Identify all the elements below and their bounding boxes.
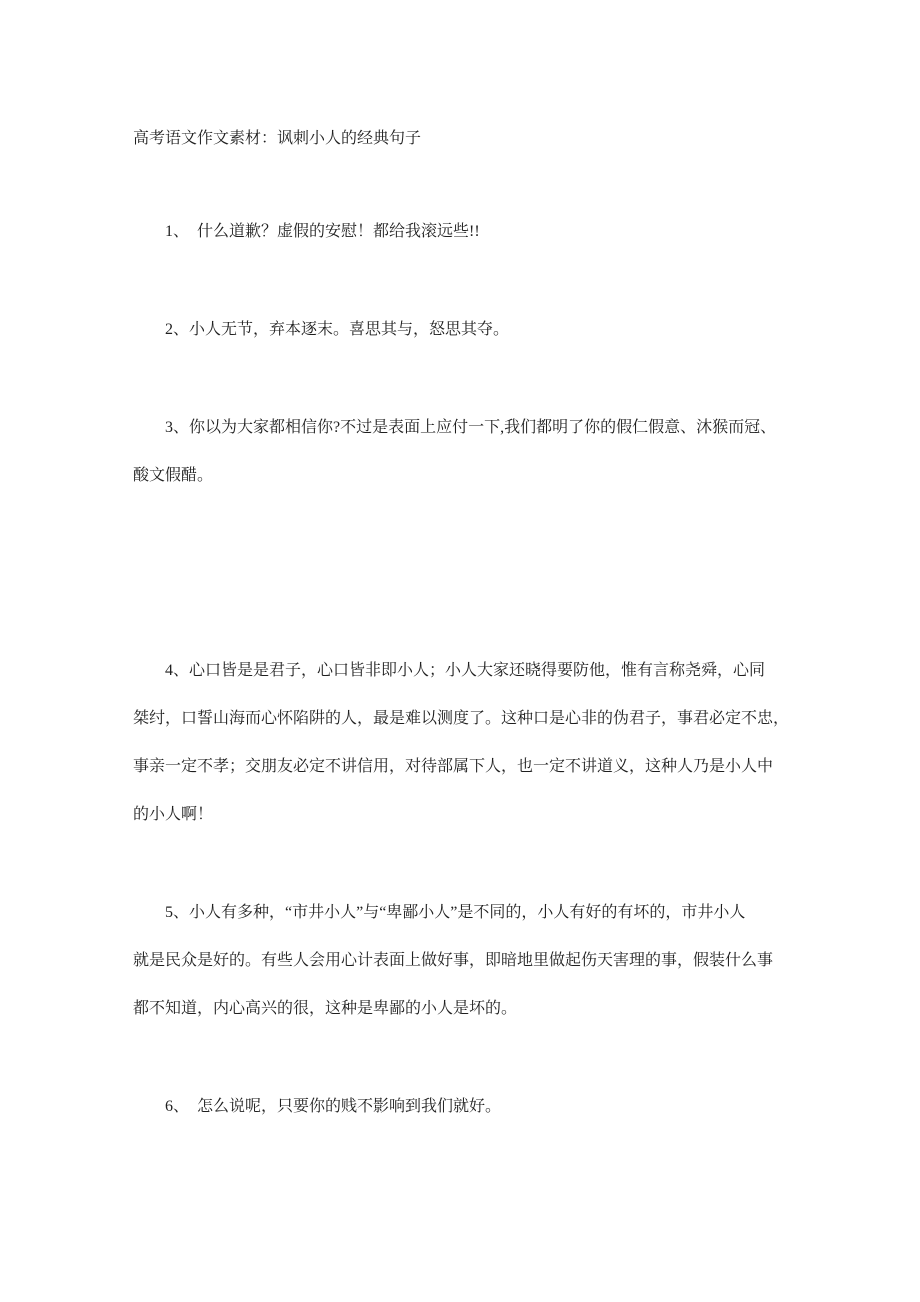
text-line: 都不知道，内心高兴的很，这种是卑鄙的小人是坏的。 [133,1000,518,1017]
text-line: 1、 什么道歉？虚假的安慰！都给我滚远些!! [165,223,480,240]
text-line: 桀纣，口誓山海而心怀陷阱的人，最是难以测度了。这种口是心非的伪君子，事君必定不忠， [133,710,790,727]
text-line: 4、心口皆是是君子，心口皆非即小人；小人大家还晓得要防他，惟有言称尧舜，心同 [165,662,766,679]
paragraph [133,889,787,1033]
paragraph [133,208,787,256]
paragraph [133,647,790,839]
text-line: 2、小人无节，弃本逐末。喜思其与，怒思其夺。 [165,321,510,338]
paragraph [133,404,787,500]
text-line: 事亲一定不孝；交朋友必定不讲信用，对待部属下人，也一定不讲道义，这种人乃是小人中 [133,758,774,775]
document-title: 高考语文作文素材：讽刺小人的经典句子 [133,130,422,147]
text-line: 的小人啊！ [133,806,214,823]
document-body [133,208,790,1131]
paragraph [133,306,787,354]
paragraph [133,1083,787,1131]
text-line: 6、 怎么说呢，只要你的贱不影响到我们就好。 [165,1098,502,1115]
text-line: 就是民众是好的。有些人会用心计表面上做好事，即暗地里做起伤天害理的事，假装什么事 [133,952,774,969]
text-line: 3、你以为大家都相信你?不过是表面上应付一下,我们都明了你的假仁假意、沐猴而冠、 [165,419,777,436]
text-line: 酸文假醋。 [133,467,214,484]
text-line: 5、小人有多种，“市井小人”与“卑鄙小人”是不同的，小人有好的有坏的，市井小人 [165,904,746,921]
